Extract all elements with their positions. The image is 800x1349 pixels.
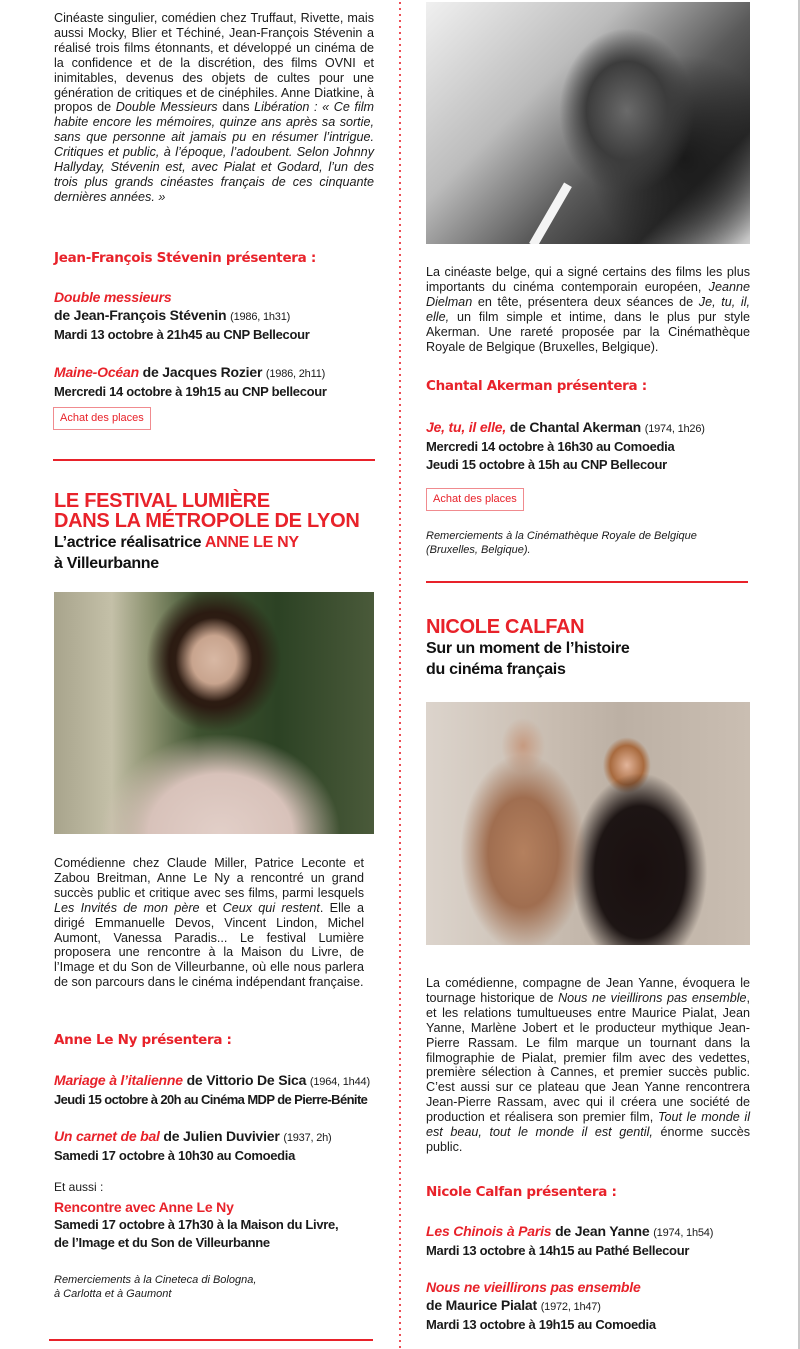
calfan-subtitle-line1: Sur un moment de l’histoire	[426, 640, 630, 657]
film-title-link[interactable]: Maine-Océan	[54, 364, 139, 380]
leny-film-2	[54, 1127, 384, 1165]
akerman-bio: La cinéaste belge, qui a signé certains des films les plus importants du cinéma contemporain européen, Jeanne Dielman en tête, présentera deux séances de Je, tu, il, elle, un film simple et intime, dans le plus pur style Akerman. Une rareté proposée par la Cinémathèque Royale de Belgique (Bruxelles, Belgique).	[426, 265, 750, 354]
leny-location: à Villeurbanne	[54, 555, 159, 572]
film-meta: (1972, 1h47)	[540, 1301, 601, 1313]
film-meta: (1964, 1h44)	[309, 1076, 370, 1088]
film-meta: (1974, 1h26)	[644, 423, 705, 435]
nicole-calfan-photo	[426, 702, 750, 945]
buy-tickets-button[interactable]: Achat des places	[53, 407, 151, 430]
stevenin-presents-label: Jean-François Stévenin présentera :	[54, 250, 316, 266]
meeting-line-1: Samedi 17 octobre à 17h30 à la Maison du Livre,	[54, 1217, 339, 1232]
showtime: Mercredi 14 octobre à 19h15 au CNP bellecour	[54, 384, 327, 399]
stevenin-bio: Cinéaste singulier, comédien chez Truffaut, Rivette, mais aussi Mocky, Blier et Téchiné, Jean-François Stévenin a réalisé trois films étonnants, et développé un cinéma de la confidence et de la discrétion, des films OVNI et inimitables, devenus des objets de cultes pour une génération de critiques et de cinéphiles. Anne Diatkine, à propos de Double Messieurs dans Libération : « Ce film habite encore les mémoires, quinze ans après sa sortie, sans que personne ait jamais pu en résumer l’intrigue. Critiques et public, à l’époque, l’adoubent. Selon Johnny Hallyday, Stévenin est, avec Pialat et Godard, l’un des trois plus grands cinéastes français de ces cinquante dernières années. »	[54, 11, 375, 204]
showtime: Mardi 13 octobre à 21h45 au CNP Bellecour	[54, 327, 310, 342]
leny-meeting	[54, 1198, 384, 1252]
showtime: Mardi 13 octobre à 19h15 au Comoedia	[426, 1317, 656, 1332]
stevenin-film-1	[54, 288, 374, 344]
film-title-link[interactable]: Mariage à l’italienne	[54, 1072, 183, 1088]
chantal-akerman-photo	[426, 2, 750, 244]
showtime: Jeudi 15 octobre à 20h au Cinéma MDP de Pierre-Bénite	[54, 1092, 368, 1107]
calfan-subtitle-line2: du cinéma français	[426, 661, 566, 678]
film-director: de Maurice Pialat	[426, 1297, 537, 1313]
film-director: de Julien Duvivier	[163, 1128, 280, 1144]
film-meta: (1974, 1h54)	[653, 1227, 714, 1239]
leny-heading-line1: LE FESTIVAL LUMIÈRE	[54, 490, 270, 512]
calfan-presents-label: Nicole Calfan présentera :	[426, 1184, 617, 1200]
film-meta: (1986, 2h11)	[265, 368, 326, 380]
akerman-film-1	[426, 418, 756, 474]
film-meta: (1937, 2h)	[283, 1132, 332, 1144]
calfan-film-2	[426, 1278, 756, 1334]
buy-tickets-button[interactable]: Achat des places	[426, 488, 524, 511]
leny-name: ANNE LE NY	[204, 534, 299, 551]
film-title-link[interactable]: Je, tu, il elle,	[426, 419, 507, 435]
film-director: de Vittorio De Sica	[186, 1072, 307, 1088]
film-meta: (1986, 1h31)	[230, 311, 291, 323]
akerman-presents-label: Chantal Akerman présentera :	[426, 378, 647, 394]
film-director: de Chantal Akerman	[509, 419, 642, 435]
film-title-link[interactable]: Un carnet de bal	[54, 1128, 160, 1144]
leny-presents-label: Anne Le Ny présentera :	[54, 1032, 232, 1048]
section-rule	[49, 1339, 373, 1341]
also-label: Et aussi :	[54, 1180, 104, 1194]
leny-subtitle: L’actrice réalisatrice ANNE LE NY	[54, 534, 299, 551]
stevenin-film-2	[54, 363, 384, 401]
section-rule	[426, 581, 748, 583]
film-director: de Jean-François Stévenin	[54, 307, 227, 323]
film-director: de Jean Yanne	[555, 1223, 650, 1239]
section-rule	[53, 459, 375, 461]
leny-film-1	[54, 1071, 384, 1109]
film-title-link[interactable]: Double messieurs	[54, 289, 172, 305]
showtime: Mardi 13 octobre à 14h15 au Pathé Bellecour	[426, 1243, 690, 1258]
meeting-line-2: de l’Image et du Son de Villeurbanne	[54, 1235, 270, 1250]
showtime: Mercredi 14 octobre à 16h30 au Comoedia	[426, 439, 675, 454]
leny-bio: Comédienne chez Claude Miller, Patrice Leconte et Zabou Breitman, Anne Le Ny a rencontré un grand succès public et critique avec ses films, parmi lesquels Les Invités de mon père et Ceux qui restent. Elle a dirigé Emmanuelle Devos, Vincent Lindon, Michel Aumont, Vanessa Paradis... Le festival Lumière proposera une rencontre à la Maison du Livre, de l’Image et du Son de Villeurbanne, où elle nous parlera de son parcours dans le cinéma indépendant française.	[54, 856, 364, 990]
calfan-film-1	[426, 1222, 756, 1260]
leny-thanks: Remerciements à la Cineteca di Bologna, à Carlotta et à Gaumont	[54, 1274, 257, 1300]
calfan-heading	[426, 617, 756, 680]
film-director: de Jacques Rozier	[142, 364, 263, 380]
calfan-bio: La comédienne, compagne de Jean Yanne, évoquera le tournage historique de Nous ne vieillirons pas ensemble, et les relations tumultueuses entre Maurice Pialat, Jean Yanne, Marlène Jobert et le producteur mythique Jean-Pierre Rassam. Le film marque un tournant dans la filmographie de Pialat, premier film avec des vedettes, première sélection à Cannes, et premier succès public. C’est aussi sur ce plateau que Jean Yanne rencontrera Jean-Pierre Rassam, avec qui il créera une société de production et réalisera son premier film, Tout le monde il est beau, tout le monde il est gentil, énorme succès public.	[426, 976, 751, 1154]
film-title-link[interactable]: Les Chinois à Paris	[426, 1223, 552, 1239]
leny-heading	[54, 491, 384, 574]
showtime: Samedi 17 octobre à 10h30 au Comoedia	[54, 1148, 296, 1163]
column-divider	[399, 0, 401, 1349]
calfan-heading-title: NICOLE CALFAN	[426, 616, 585, 638]
leny-heading-line2: DANS LA MÉTROPOLE DE LYON	[54, 510, 360, 532]
akerman-thanks: Remerciements à la Cinémathèque Royale de Belgique (Bruxelles, Belgique).	[426, 530, 697, 556]
cigarette-detail	[529, 182, 572, 244]
showtime: Jeudi 15 octobre à 15h au CNP Bellecour	[426, 457, 667, 472]
film-title-link[interactable]: Nous ne vieillirons pas ensemble	[426, 1279, 641, 1295]
anne-le-ny-photo	[54, 592, 374, 834]
meeting-title[interactable]: Rencontre avec Anne Le Ny	[54, 1199, 234, 1215]
